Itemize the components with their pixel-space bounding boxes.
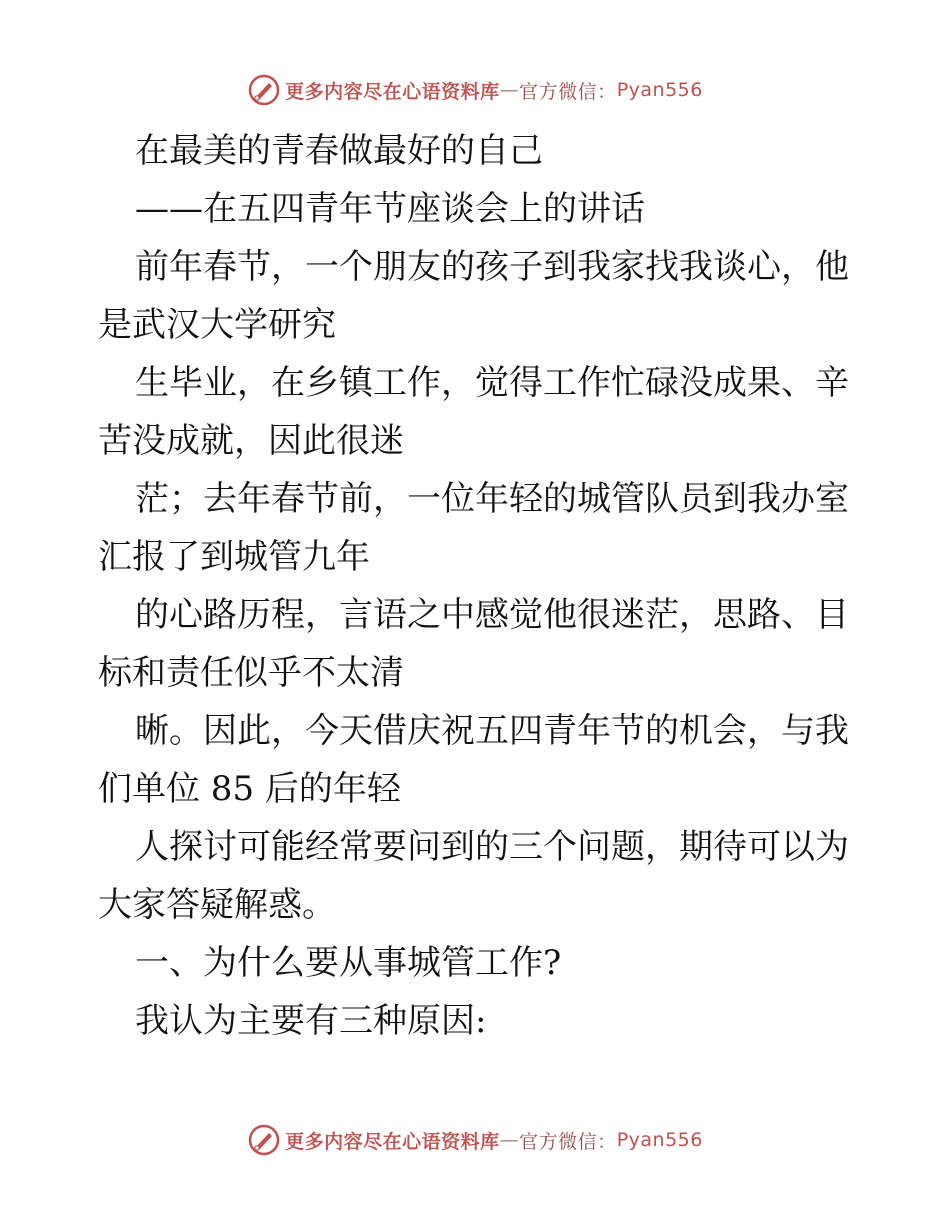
header-watermark xyxy=(0,70,950,110)
paragraph-line: 晰。因此，今天借庆祝五四青年节的机会，与我 xyxy=(135,711,849,751)
paragraph-line: 大家答疑解惑。 xyxy=(98,885,336,925)
paragraph-line: 茫；去年春节前，一位年轻的城管队员到我办室 xyxy=(135,479,849,519)
paragraph-line: 标和责任似乎不太清 xyxy=(98,653,404,693)
paragraph-line: 我认为主要有三种原因: xyxy=(135,1001,487,1041)
pen-nib-icon xyxy=(247,73,281,107)
paragraph-line: 们单位 85 后的年轻 xyxy=(98,769,401,809)
paragraph-line: 是武汉大学研究 xyxy=(98,305,336,345)
section-heading: 一、为什么要从事城管工作? xyxy=(135,943,562,983)
watermark-dash: — xyxy=(499,79,520,101)
watermark-wechat-id: Pyan556 xyxy=(616,79,703,101)
watermark-brand: 更多内容尽在心语资料库 xyxy=(285,1130,500,1153)
watermark-dash: — xyxy=(499,1129,520,1151)
paragraph-line: 前年春节，一个朋友的孩子到我家找我谈心，他 xyxy=(135,247,849,287)
pen-nib-icon xyxy=(247,1123,281,1157)
document-title: 在最美的青春做最好的自己 xyxy=(135,131,543,171)
watermark-wechat-label: 官方微信： xyxy=(519,80,617,103)
watermark-wechat-id: Pyan556 xyxy=(616,1129,703,1151)
paragraph-line: 人探讨可能经常要问到的三个问题，期待可以为 xyxy=(135,827,849,867)
footer-watermark xyxy=(0,1120,950,1160)
paragraph-line: 苦没成就，因此很迷 xyxy=(98,421,404,461)
watermark-brand: 更多内容尽在心语资料库 xyxy=(285,80,500,103)
document-subtitle: ——在五四青年节座谈会上的讲话 xyxy=(135,189,645,229)
paragraph-line: 的心路历程，言语之中感觉他很迷茫，思路、目 xyxy=(135,595,849,635)
document-body xyxy=(98,122,850,1050)
paragraph-line: 汇报了到城管九年 xyxy=(98,537,370,577)
paragraph-line: 生毕业，在乡镇工作，觉得工作忙碌没成果、辛 xyxy=(135,363,849,403)
watermark-wechat-label: 官方微信： xyxy=(519,1130,617,1153)
